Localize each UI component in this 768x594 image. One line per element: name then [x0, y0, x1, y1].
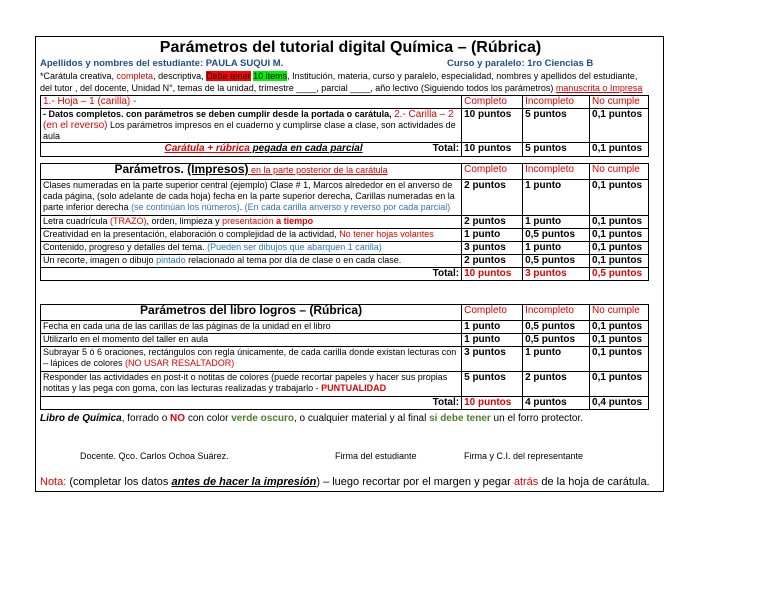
header-incompleto: Incompleto	[523, 96, 590, 109]
score-no-cumple: 0,1 puntos	[590, 255, 649, 268]
score-incompleto: 5 puntos	[523, 109, 590, 143]
header-no-cumple: No cumple	[590, 305, 649, 321]
student-name: Apellidos y nombres del estudiante: PAULA SUQUI M.	[40, 58, 284, 69]
total-no-cumple: 0,5 puntos	[590, 268, 649, 281]
score-no-cumple: 0,1 puntos	[590, 347, 649, 372]
section3-total-label: Total:	[41, 397, 462, 410]
total-incompleto: 4 puntos	[523, 397, 590, 410]
score-no-cumple: 0,1 puntos	[590, 372, 649, 397]
total-completo: 10 puntos	[462, 143, 523, 157]
score-completo: 2 puntos	[462, 216, 523, 229]
section3-row3-text: Subrayar 5 ó 6 oraciones, rectángulos con regla únicamente, de cada carilla donde existan lecturas con – lápices de colores (NO USAR RESALTADOR)	[41, 347, 462, 372]
course-label: Curso y paralelo: 1ro Ciencias B	[447, 58, 594, 69]
header-no-cumple: No cumple	[590, 96, 649, 109]
score-no-cumple: 0,1 puntos	[590, 321, 649, 334]
student-signature-label: Firma del estudiante	[335, 451, 417, 461]
score-no-cumple: 0,1 puntos	[590, 109, 649, 143]
section3-row4-text: Responder las actividades en post-it o notitas de colores (puede recortar papeles y hacer sus propias notitas y las pega con goma, con las lecturas realizadas y trabajarlo - PUNTUALIDAD	[41, 372, 462, 397]
score-completo: 1 punto	[462, 229, 523, 242]
book-note: Libro de Química, forrado o NO con color verde oscuro, o cualquier material y al final si debe tener un el forro protector.	[40, 413, 584, 424]
score-completo: 2 puntos	[462, 255, 523, 268]
score-no-cumple: 0,1 puntos	[590, 229, 649, 242]
score-no-cumple: 0,1 puntos	[590, 242, 649, 255]
intro-line-1: *Carátula creativa, completa, descriptiva, Debe tener 10 items, Institución, materia, curso y paralelo, especialidad, nombres y apellidos del estudiante,	[40, 71, 638, 81]
score-completo: 3 puntos	[462, 347, 523, 372]
section2-row2-text: Letra cuadrícula (TRAZO), orden, limpieza y presentación a tiempo	[41, 216, 462, 229]
score-incompleto: 0,5 puntos	[523, 229, 590, 242]
header-no-cumple: No cumple	[590, 164, 649, 180]
score-incompleto: 1 punto	[523, 242, 590, 255]
section1-title: 1.- Hoja – 1 (carilla) -	[41, 96, 462, 109]
section2-row4-text: Contenido, progreso y detalles del tema. (Pueden ser dibujos que abarquen 1 carilla)	[41, 242, 462, 255]
total-no-cumple: 0,1 puntos	[590, 143, 649, 157]
score-no-cumple: 0,1 puntos	[590, 334, 649, 347]
section2-table	[40, 163, 649, 281]
total-incompleto: 3 puntos	[523, 268, 590, 281]
score-incompleto: 0,5 puntos	[523, 255, 590, 268]
section2-row3-text: Creatividad en la presentación, elaboración o complejidad de la actividad, No tener hojas volantes	[41, 229, 462, 242]
total-no-cumple: 0,4 puntos	[590, 397, 649, 410]
score-incompleto: 1 punto	[523, 180, 590, 216]
score-incompleto: 0,5 puntos	[523, 334, 590, 347]
section2-row5-text: Un recorte, imagen o dibujo pintado relacionado al tema por día de clase o en cada clase.	[41, 255, 462, 268]
header-completo: Completo	[462, 164, 523, 180]
section2-row1-text: Clases numeradas en la parte superior central (ejemplo) Clase # 1, Marcos alrededor en el anverso de cada página, (solo adelante de cada hoja) fecha en la parte superior derecha, Carillas numeradas en la parte inferior derecha (se continúan los números). (En cada carilla anverso y reverso por cada parcial)	[41, 180, 462, 216]
total-completo: 10 puntos	[462, 268, 523, 281]
header-incompleto: Incompleto	[523, 164, 590, 180]
score-incompleto: 2 puntos	[523, 372, 590, 397]
section3-table	[40, 304, 649, 410]
score-incompleto: 1 punto	[523, 216, 590, 229]
total-completo: 10 puntos	[462, 397, 523, 410]
header-completo: Completo	[462, 96, 523, 109]
score-completo: 5 puntos	[462, 372, 523, 397]
header-completo: Completo	[462, 305, 523, 321]
section1-total-label: Carátula + rúbrica pegada en cada parcial Total:	[41, 143, 462, 157]
teacher-signature-label: Docente. Qco. Carlos Ochoa Suárez.	[80, 451, 229, 461]
section3-row2-text: Utilizarlo en el momento del taller en aula	[41, 334, 462, 347]
section3-row1-text: Fecha en cada una de las carillas de las páginas de la unidad en el libro	[41, 321, 462, 334]
section1-table	[40, 95, 649, 157]
intro-line-2: del tutor , del docente, Unidad N°, temas de la unidad, trimestre ____, parcial ____, año lectivo (Siguiendo todos los parámetros) manuscrita o Impresa	[40, 83, 643, 93]
footer-note: Nota: (completar los datos antes de hacer la impresión) – luego recortar por el margen y pegar atrás de la hoja de carátula.	[40, 476, 650, 488]
header-incompleto: Incompleto	[523, 305, 590, 321]
score-incompleto: 1 punto	[523, 347, 590, 372]
section2-total-label: Total:	[41, 268, 462, 281]
section1-row1-text: - Datos completos. con parámetros se deben cumplir desde la portada o carátula, 2.- Carilla – 2 (en el reverso) Los parámetros impresos en el cuaderno y cumplirse clase a clase, son actividades de aula	[41, 109, 462, 143]
total-incompleto: 5 puntos	[523, 143, 590, 157]
score-completo: 1 punto	[462, 334, 523, 347]
score-completo: 3 puntos	[462, 242, 523, 255]
score-incompleto: 0,5 puntos	[523, 321, 590, 334]
score-no-cumple: 0,1 puntos	[590, 180, 649, 216]
score-completo: 10 puntos	[462, 109, 523, 143]
section3-title: Parámetros del libro logros – (Rúbrica)	[41, 305, 462, 321]
score-no-cumple: 0,1 puntos	[590, 216, 649, 229]
score-completo: 1 punto	[462, 321, 523, 334]
score-completo: 2 puntos	[462, 180, 523, 216]
section2-title: Parámetros. (Impresos) en la parte posterior de la carátula	[41, 164, 462, 180]
page-title: Parámetros del tutorial digital Química – (Rúbrica)	[159, 39, 542, 56]
rubric-page	[35, 36, 664, 492]
representative-signature-label: Firma y C.I. del representante	[464, 451, 584, 461]
